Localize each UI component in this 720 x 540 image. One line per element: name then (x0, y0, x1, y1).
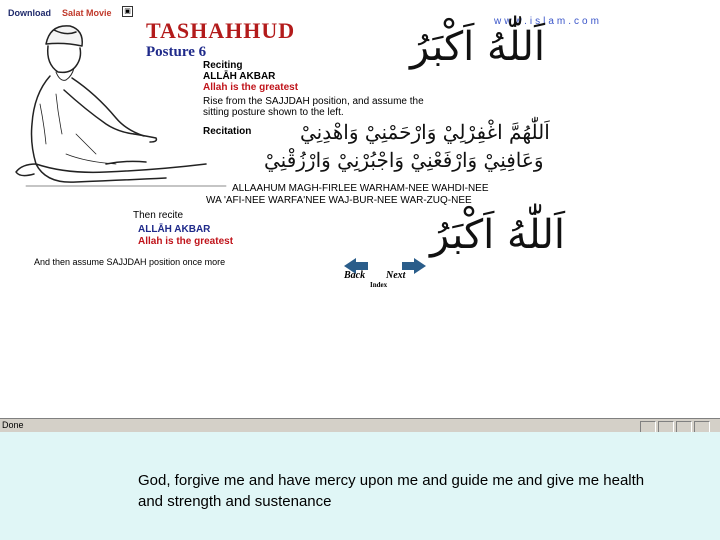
instruction-line-2: sitting posture shown to the left. (203, 107, 344, 118)
allah-greatest-text: Allah is the greatest (203, 82, 299, 93)
download-link[interactable]: Download (8, 8, 51, 18)
caption-panel (0, 432, 720, 540)
page-title: TASHAHHUD (146, 18, 296, 43)
next-arrow-icon[interactable] (402, 258, 426, 274)
film-icon[interactable]: ▣ (122, 6, 133, 17)
arabic-takbir-1: اَللّٰهُ اَكْبَرُ (410, 24, 545, 70)
instruction-line-1: Rise from the SAJJDAH position, and assume the (203, 96, 424, 107)
salat-movie-link[interactable]: Salat Movie (62, 8, 112, 18)
transliteration-line-1: ALLAAHUM MAGH-FIRLEE WARHAM-NEE WAHDI-NEE (232, 183, 489, 194)
allah-akbar-text: ALLĀH AKBAR (203, 71, 276, 82)
arabic-dua-line-2: وَعَافِنِيْ وَارْفَعْنِيْ وَاجْبُرْنِيْ وَارْزُقْنِيْ (264, 148, 544, 172)
arabic-takbir-2: اَللّٰهُ اَكْبَرُ (430, 212, 565, 258)
allah-greatest-text-2: Allah is the greatest (138, 236, 234, 247)
final-instruction: And then assume SAJJDAH position once more (34, 257, 226, 267)
caption-text: God, forgive me and have mercy upon me and guide me and give me health and strength and sustenance (138, 472, 645, 510)
transliteration-line-2: WA 'AFI-NEE WARFA'NEE WAJ-BUR-NEE WAR-ZUQ-NEE (206, 195, 472, 206)
back-button[interactable]: Back (344, 270, 366, 281)
site-url: www.islam.com (494, 16, 602, 27)
status-text: Done (2, 420, 24, 430)
posture-label: Posture 6 (146, 44, 207, 60)
then-recite-label: Then recite (133, 210, 184, 221)
next-button[interactable]: Next (386, 270, 406, 281)
status-bar (0, 418, 720, 433)
recitation-label: Recitation (203, 126, 252, 137)
allah-akbar-text-2: ALLĀH AKBAR (138, 224, 211, 235)
reciting-label: Reciting (203, 60, 243, 71)
index-link[interactable]: Index (370, 281, 388, 289)
navigation (340, 256, 430, 296)
arabic-dua-line-1: اَللّٰهُمَّ اغْفِرْلِيْ وَارْحَمْنِيْ وَاهْدِنِيْ (300, 120, 550, 144)
